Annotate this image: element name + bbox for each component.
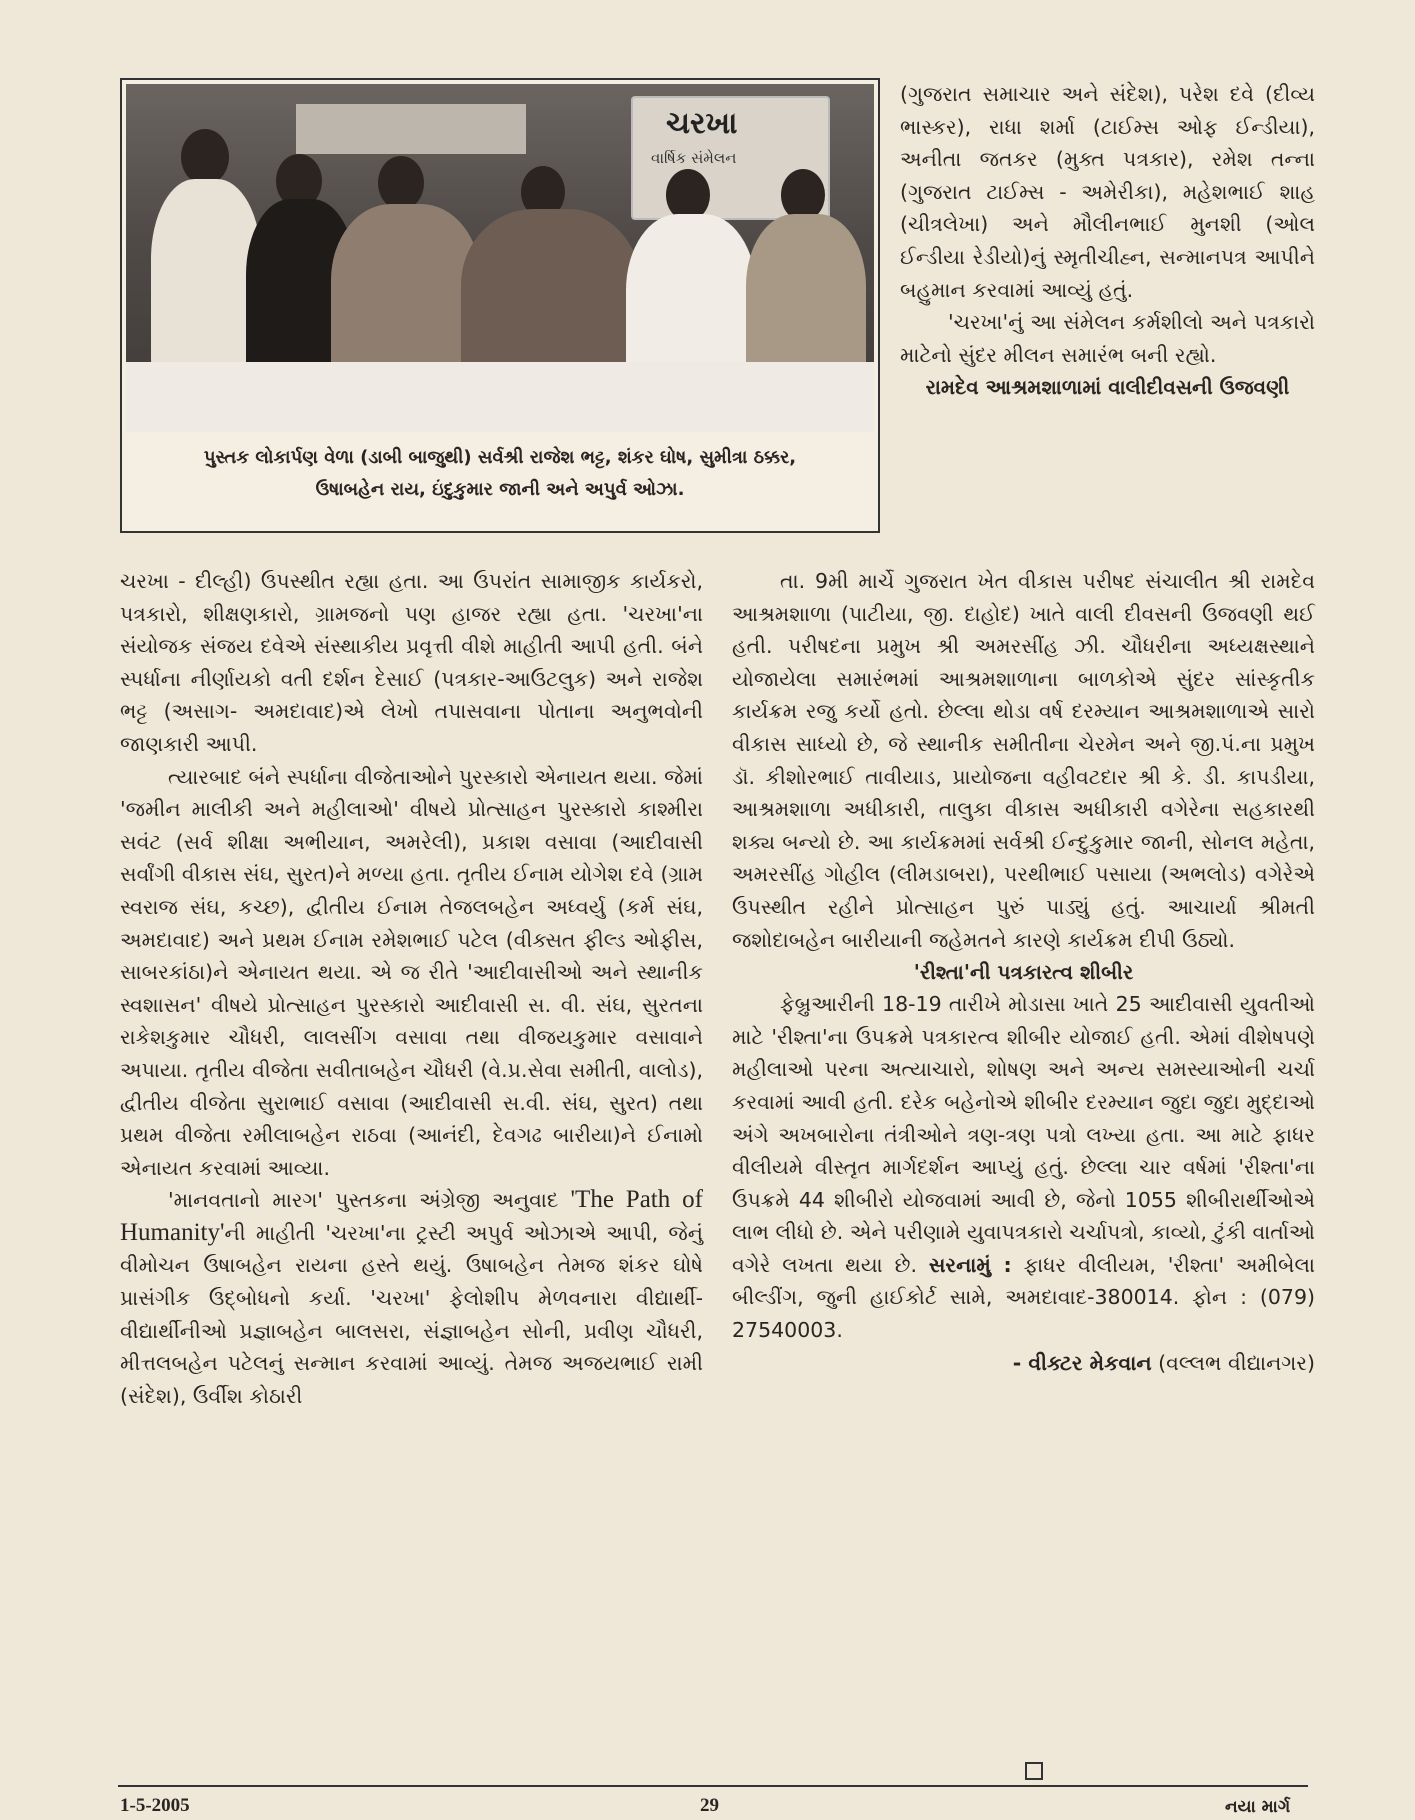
paragraph: ત્યારબાદ બંને સ્પર્ધાના વીજેતાઓને પુરસ્કારો એનાયત થયા. જેમાં 'જમીન માલીકી અને મહીલાઓ' વીષયે પ્રોત્સાહન પુરસ્કારો કાશ્મીરા સવંટ (સર્વ શીક્ષા અભીયાન, અમરેલી), પ્રકાશ વસાવા (આદીવાસી સર્વાંગી વીકાસ સંઘ, સુરત)ને મળ્યા હતા. તૃતીય ઈનામ યોગેશ દવે (ગ્રામ સ્વરાજ સંઘ, કચ્છ), દ્વીતીય ઈનામ તેજલબહેન અધ્વર્યુ (કર્મ સંઘ, અમદાવાદ) અને પ્રથમ ઈનામ રમેશભાઈ પટેલ (વીક્સત ફીલ્ડ ઓફીસ, સાબરકાંઠા)ને એનાયત થયા. એ જ રીતે 'આદીવાસીઓ અને સ્થાનીક સ્વશાસન' વીષયે પ્રોત્સાહન પુરસ્કારો આદીવાસી સ. વી. સંઘ, સુરતના રાકેશકુમાર ચૌધરી, લાલસીંગ વસાવા તથા વીજયકુમાર વસાવાને અપાયા. તૃતીય વીજેતા સવીતાબહેન ચૌધરી (વે.પ્ર.સેવા સમીતી, વાલોડ), દ્વીતીય વીજેતા સુરાભાઈ વસાવા (આદીવાસી સ.વી. સંઘ, સુરત) તથા પ્રથમ વીજેતા રમીલાબહેન રાઠવા (આનંદી, દેવગઢ બારીયા)ને ઈનામો એનાયત કરવામાં આવ્યા. xyxy=(120,764,703,1180)
author-name: - વીક્ટર મેકવાન xyxy=(1012,1350,1152,1375)
top-right-column xyxy=(900,78,1315,403)
address: ફાધર વીલીયમ, 'રીશ્તા' અમીબેલા બીલ્ડીંગ, જુની હાઈકોર્ટ સામે, અમદાવાદ-380014. ફોન : (079) 27540003. xyxy=(732,1252,1315,1343)
table xyxy=(126,362,874,432)
person-head xyxy=(378,156,424,210)
footer-rule xyxy=(118,1785,1308,1787)
section-heading: 'રીશ્તા'ની પત્રકારત્વ શીબીર xyxy=(913,960,1134,985)
photo-caption xyxy=(128,442,872,506)
publication-name: નયા માર્ગ xyxy=(1225,1797,1291,1817)
paragraph xyxy=(732,988,1315,1347)
section-heading: રામદેવ આશ્રમશાળામાં વાલીદીવસની ઉજવણી xyxy=(925,375,1290,400)
author-place: (વલ્લભ વીદ્યાનગર) xyxy=(1151,1350,1315,1375)
background-banner xyxy=(296,104,526,154)
paragraph xyxy=(120,1184,703,1412)
address-label: સરનામું : xyxy=(928,1252,1012,1277)
event-photo xyxy=(126,84,874,432)
banner-subtitle: વાર્ષિક સંમેલન xyxy=(651,149,737,167)
text-run: 'માનવતાનો મારગ' પુસ્તકના અંગ્રેજી અનુવાદ xyxy=(168,1188,571,1213)
english-title: 'The Path of Humanity' xyxy=(120,1186,703,1246)
left-column xyxy=(120,565,703,1412)
photo-frame xyxy=(120,78,880,533)
person-1 xyxy=(151,179,261,379)
right-column xyxy=(732,565,1315,1379)
paragraph: તા. 9મી માર્ચે ગુજરાત ખેત વીકાસ પરીષદ સંચાલીત શ્રી રામદેવ આશ્રમશાળા (પાટીયા, જી. દાહોદ) ખાતે વાલી દીવસની ઉજવણી થઈ હતી. પરીષદના પ્રમુખ શ્રી અમરસીંહ ઝી. ચૌધરીના અધ્યક્ષસ્થાને યોજાયેલા સમારંભમાં આશ્રમશાળાના બાળકોએ સુંદર સાંસ્કૃતીક કાર્યક્રમ રજુ કર્યો હતો. છેલ્લા થોડા વર્ષ દરમ્યાન આશ્રમશાળાએ સારો વીકાસ સાધ્યો છે, જે સ્થાનીક સમીતીના ચેરમેન અને જી.પં.ના પ્રમુખ ડૉ. કીશોરભાઈ તાવીયાડ, પ્રાયોજના વહીવટદાર શ્રી કે. ડી. કાપડીયા, આશ્રમશાળા અધીકારી, તાલુકા વીકાસ અધીકારી વગેરેના સહકારથી શક્ય બન્યો છે. આ કાર્યક્રમમાં સર્વશ્રી ઈન્દુકુમાર જાની, સોનલ મહેતા, અમરસીંહ ગોહીલ (લીમડાબરા), પરથીભાઈ પસાયા (અભલોડ) વગેરેએ ઉપસ્થીત રહીને પ્રોત્સાહન પુરું પાડ્યું હતું. આચાર્યા શ્રીમતી જશોદાબહેન બારીયાની જહેમતને કારણે કાર્યક્રમ દીપી ઉઠ્યો. xyxy=(732,569,1315,952)
page-number: 29 xyxy=(700,1795,719,1816)
caption-line: ઉષાબહેન રાય, ઇંદુકુમાર જાની અને અપુર્વ ઓઝા. xyxy=(315,479,685,500)
footer-date: 1-5-2005 xyxy=(120,1795,190,1816)
paragraph: ચરખા - દીલ્હી) ઉપસ્થીત રહ્યા હતા. આ ઉપરાંત સામાજીક કાર્યકરો, પત્રકારો, શીક્ષણકારો, ગ્રામજનો પણ હાજર રહ્યા હતા. 'ચરખા'ના સંયોજક સંજય દવેએ સંસ્થાકીય પ્રવૃત્તી વીશે માહીતી આપી હતી. બંને સ્પર્ધાના નીર્ણાયકો વતી દર્શન દેસાઈ (પત્રકાર-આઉટલુક) અને રાજેશ ભટ્ટ (અસાગ- અમદાવાદ)એ લેખો તપાસવાના પોતાના અનુભવોની જાણકારી આપી. xyxy=(120,569,703,756)
signature xyxy=(732,1347,1315,1380)
caption-line: પુસ્તક લોકાર્પણ વેળા (ડાબી બાજુથી) સર્વશ્રી રાજેશ ભટ્ટ, શંકર ઘોષ, સુમીત્રા ઠક્કર, xyxy=(203,447,797,468)
person-head xyxy=(181,129,229,185)
end-mark xyxy=(1025,1762,1043,1780)
paragraph: (ગુજરાત સમાચાર અને સંદેશ), પરેશ દવે (દીવ્ય ભાસ્કર), રાધા શર્મા (ટાઈમ્સ ઓફ ઈન્ડીયા), અનીતા જતકર (મુક્ત પત્રકાર), રમેશ તન્ના (ગુજરાત ટાઈમ્સ - અમેરીકા), મહેશભાઈ શાહ (ચીત્રલેખા) અને મૌલીનભાઈ મુનશી (ઓલ ઈન્ડીયા રેડીયો)નું સ્મૃતીચીહ્ન, સન્માનપત્ર આપીને બહુમાન કરવામાં આવ્યું હતું. xyxy=(900,82,1315,302)
banner-title: ચરખા xyxy=(666,106,738,141)
paragraph: 'ચરખા'નું આ સંમેલન કર્મશીલો અને પત્રકારો માટેનો સુંદર મીલન સમારંભ બની રહ્યો. xyxy=(900,310,1315,367)
text-run: ફેબ્રુઆરીની 18-19 તારીખે મોડાસા ખાતે 25 આદીવાસી યુવતીઓ માટે 'રીશ્તા'ના ઉપક્રમે પત્રકારત્વ શીબીર યોજાઈ હતી. એમાં વીશેષપણે મહીલાઓ પરના અત્યાચારો, શોષણ અને અન્ય સમસ્યાઓની ચર્ચા કરવામાં આવી હતી. દરેક બહેનોએ શીબીર દરમ્યાન જુદા જુદા મુદ્દાઓ અંગે અખબારોના તંત્રીઓને ત્રણ-ત્રણ પત્રો લખ્યા હતા. આ માટે ફાધર વીલીયમે વીસ્તૃત માર્ગદર્શન આપ્યું હતું. છેલ્લા ચાર વર્ષમાં 'રીશ્તા'ના ઉપક્રમે 44 શીબીરો યોજવામાં આવી છે, જેનો 1055 શીબીરાર્થીઓએ લાભ લીધો છે. એને પરીણામે યુવાપત્રકારો ચર્ચાપત્રો, કાવ્યો, ટુંકી વાર્તાઓ વગેરે લખતા થયા છે. xyxy=(732,992,1315,1277)
text-run: ની માહીતી 'ચરખા'ના ટ્રસ્ટી અપુર્વ ઓઝાએ આપી, જેનું વીમોચન ઉષાબહેન રાયના હસ્તે થયું. ઉષાબહેન તેમજ શંકર ઘોષે પ્રાસંગીક ઉદ્‌બોધનો કર્યા. 'ચરખા' ફેલોશીપ મેળવનારા વીદ્યાર્થી-વીદ્યાર્થીનીઓ પ્રજ્ઞાબહેન બાલસરા, સંજ્ઞાબહેન સોની, પ્રવીણ ચૌધરી, મીત્તલબહેન પટેલનું સન્માન કરવામાં આવ્યું. તેમજ અજયભાઈ રામી (સંદેશ), ઉર્વીશ કોઠારી xyxy=(120,1220,703,1408)
